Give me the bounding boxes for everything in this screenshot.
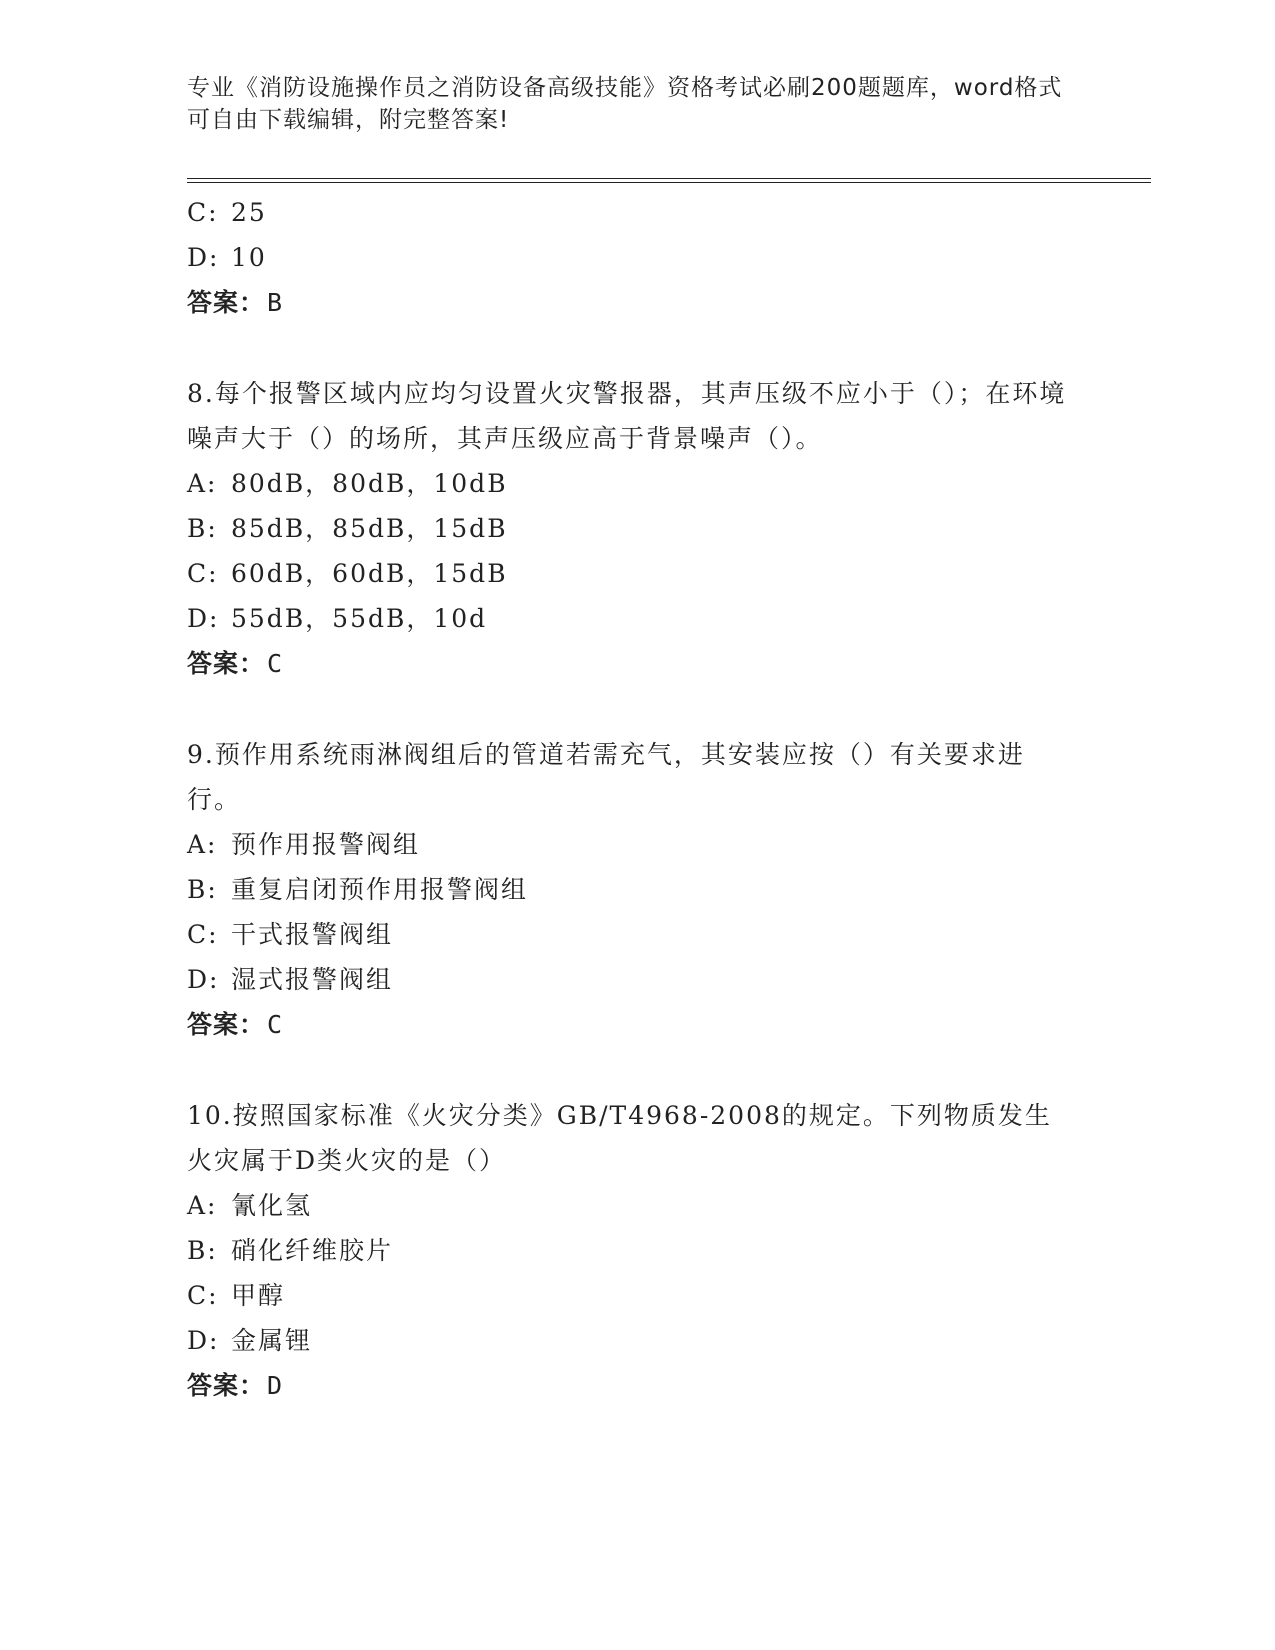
option-letter: B: [187,1236,218,1265]
answer-label: 答案： [187,1010,266,1039]
option-text: 甲醇 [231,1281,286,1310]
option-letter: C: [187,920,219,949]
option-letter: D: [187,965,220,994]
option-line [187,506,1067,551]
option-text: 重复启闭预作用报警阀组 [231,875,529,904]
header-divider-bottom [187,182,1151,183]
option-letter: A: [187,1191,218,1220]
option-letter: B: [187,875,218,904]
option-letter: C: [187,559,219,588]
answer-line [187,641,1067,686]
option-line [187,822,1067,867]
option-letter: A: [187,830,218,859]
question-text: 8.每个报警区域内应均匀设置火灾警报器，其声压级不应小于（）；在环境噪声大于（）的场所，其声压级应高于背景噪声（）。 [187,379,1067,453]
answer-line [187,1002,1067,1047]
answer-label: 答案： [187,288,266,317]
option-line [187,867,1067,912]
option-line [187,1318,1067,1363]
option-text: 25 [231,198,267,227]
answer-value: C [267,1010,284,1039]
option-text: 干式报警阀组 [231,920,394,949]
question-list [187,190,1067,1408]
answer-line [187,1363,1067,1408]
option-line [187,190,1067,235]
option-text: 湿式报警阀组 [231,965,394,994]
option-letter: D: [187,243,220,272]
answer-value: D [267,1371,284,1400]
question-block [187,1093,1067,1408]
option-line [187,596,1067,641]
answer-value: B [267,288,284,317]
question-text: 10.按照国家标准《火灾分类》GB/T4968-2008的规定。下列物质发生火灾属于D类火灾的是（） [187,1101,1052,1175]
prev-question-tail [187,190,1067,325]
option-line [187,1183,1067,1228]
option-line [187,957,1067,1002]
answer-label: 答案： [187,649,266,678]
question-block [187,732,1067,1047]
option-text: 氰化氢 [231,1191,313,1220]
question-spacer [187,325,1067,371]
option-text: 85dB，85dB，15dB [231,514,508,543]
option-text: 55dB，55dB，10d [231,604,488,633]
question-block [187,371,1067,686]
option-letter: C: [187,1281,219,1310]
answer-label: 答案： [187,1371,266,1400]
option-text: 80dB，80dB，10dB [231,469,508,498]
option-line [187,912,1067,957]
option-letter: D: [187,1326,220,1355]
question-spacer [187,1047,1067,1093]
option-letter: A: [187,469,218,498]
option-text: 10 [231,243,267,272]
option-letter: D: [187,604,220,633]
option-text: 金属锂 [231,1326,313,1355]
question-text: 9.预作用系统雨淋阀组后的管道若需充气，其安装应按（）有关要求进行。 [187,740,1025,814]
option-text: 硝化纤维胶片 [231,1236,394,1265]
option-text: 60dB，60dB，15dB [231,559,508,588]
answer-line [187,280,1067,325]
option-line [187,551,1067,596]
option-line [187,235,1067,280]
option-line [187,1273,1067,1318]
option-text: 预作用报警阀组 [231,830,421,859]
question-spacer [187,686,1067,732]
document-header: 专业《消防设施操作员之消防设备高级技能》资格考试必刷200题题库，word格式可自由下载编辑，附完整答案! [187,75,1063,133]
header-divider-top [187,178,1151,179]
option-letter: C: [187,198,219,227]
answer-value: C [267,649,284,678]
option-line [187,1228,1067,1273]
option-line [187,461,1067,506]
option-letter: B: [187,514,218,543]
